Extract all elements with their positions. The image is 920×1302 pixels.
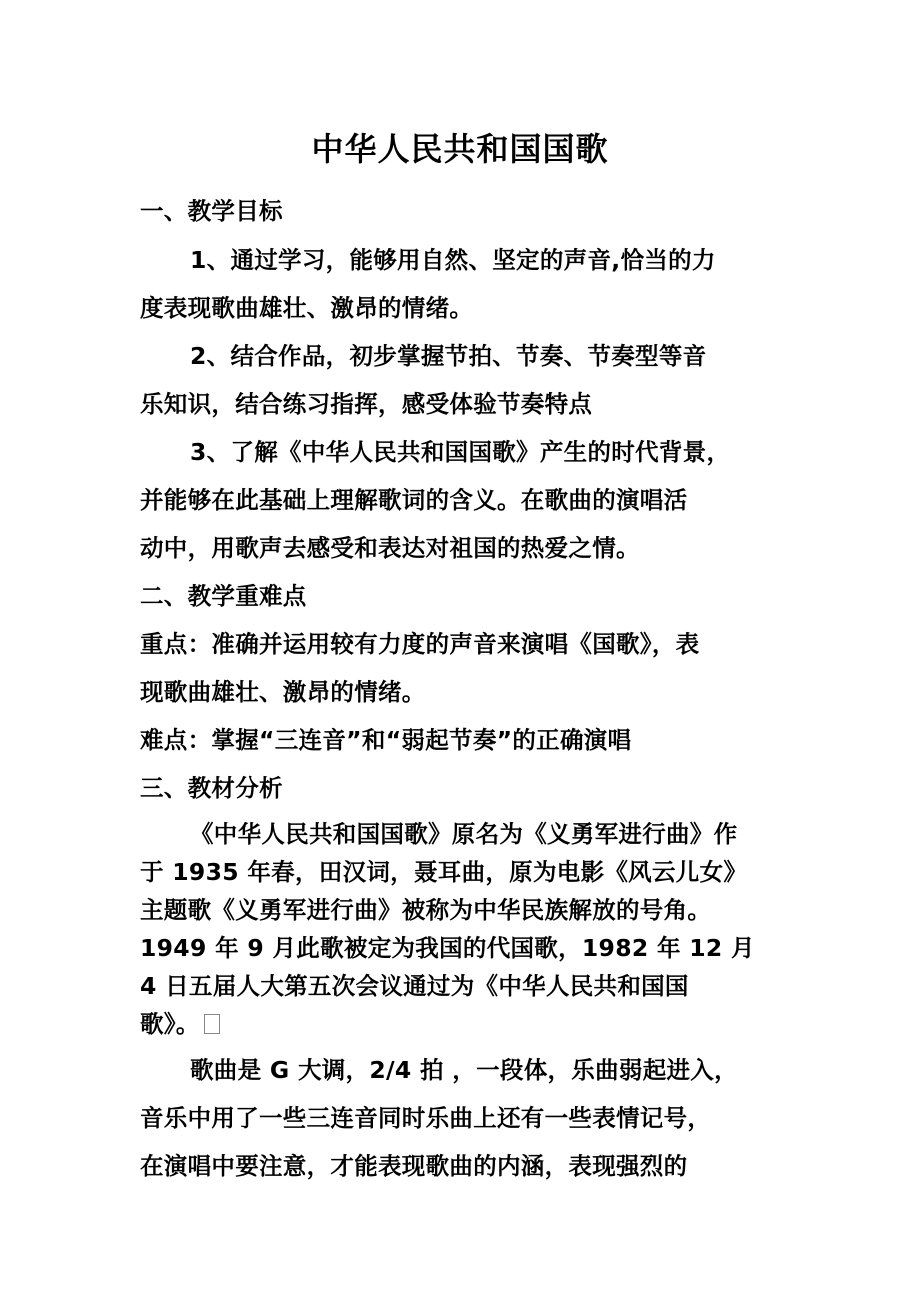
analysis-1-line-6-text: 歌》。 (140, 1010, 200, 1038)
analysis-1-line-1: 《中华人民共和国国歌》原名为《义勇军进行曲》作 (190, 820, 738, 848)
objective-3-line-2: 并能够在此基础上理解歌词的含义。在歌曲的演唱活 (140, 486, 688, 514)
objective-2-line-2: 乐知识，结合练习指挥，感受体验节奏特点 (140, 390, 593, 418)
objective-3-line-1: 3、了解《中华人民共和国国歌》产生的时代背景， (190, 438, 731, 466)
section-heading-objectives: 一、教学目标 (140, 197, 283, 225)
section-heading-material-analysis: 三、教材分析 (140, 774, 283, 802)
analysis-1-line-6 (140, 1005, 220, 1039)
analysis-1-line-2: 于 1935 年春，田汉词，聂耳曲，原为电影《风云儿女》 (140, 858, 748, 886)
objective-2-line-1: 2、结合作品，初步掌握节拍、节奏、节奏型等音 (190, 342, 707, 370)
key-point-line-2: 现歌曲雄壮、激昂的情绪。 (140, 678, 426, 706)
analysis-1-line-5: 4 日五届人大第五次会议通过为《中华人民共和国国 (140, 972, 689, 1000)
analysis-2-line-2: 音乐中用了一些三连音同时乐曲上还有一些表情记号， (140, 1104, 712, 1132)
difficulty-line: 难点：掌握“三连音”和“弱起节奏”的正确演唱 (140, 726, 632, 754)
analysis-2-line-3: 在演唱中要注意，才能表现歌曲的内涵，表现强烈的 (140, 1152, 688, 1180)
analysis-1-line-4: 1949 年 9 月此歌被定为我国的代国歌，1982 年 12 月 (140, 934, 755, 962)
analysis-1-line-3: 主题歌《义勇军进行曲》被称为中华民族解放的号角。 (140, 896, 712, 924)
page-title: 中华人民共和国国歌 (311, 130, 609, 168)
objective-1-line-1: 1、通过学习，能够用自然、坚定的声音,恰当的力 (190, 246, 716, 274)
key-point-line-1: 重点：准确并运用较有力度的声音来演唱《国歌》，表 (140, 630, 700, 658)
missing-glyph-box-icon (204, 1014, 220, 1034)
analysis-2-line-1: 歌曲是 G 大调，2/4 拍 ，一段体，乐曲弱起进入， (190, 1056, 738, 1084)
objective-1-line-2: 度表现歌曲雄壮、激昂的情绪。 (140, 294, 474, 322)
section-heading-key-points: 二、教学重难点 (140, 582, 307, 610)
objective-3-line-3: 动中，用歌声去感受和表达对祖国的热爱之情。 (140, 534, 640, 562)
